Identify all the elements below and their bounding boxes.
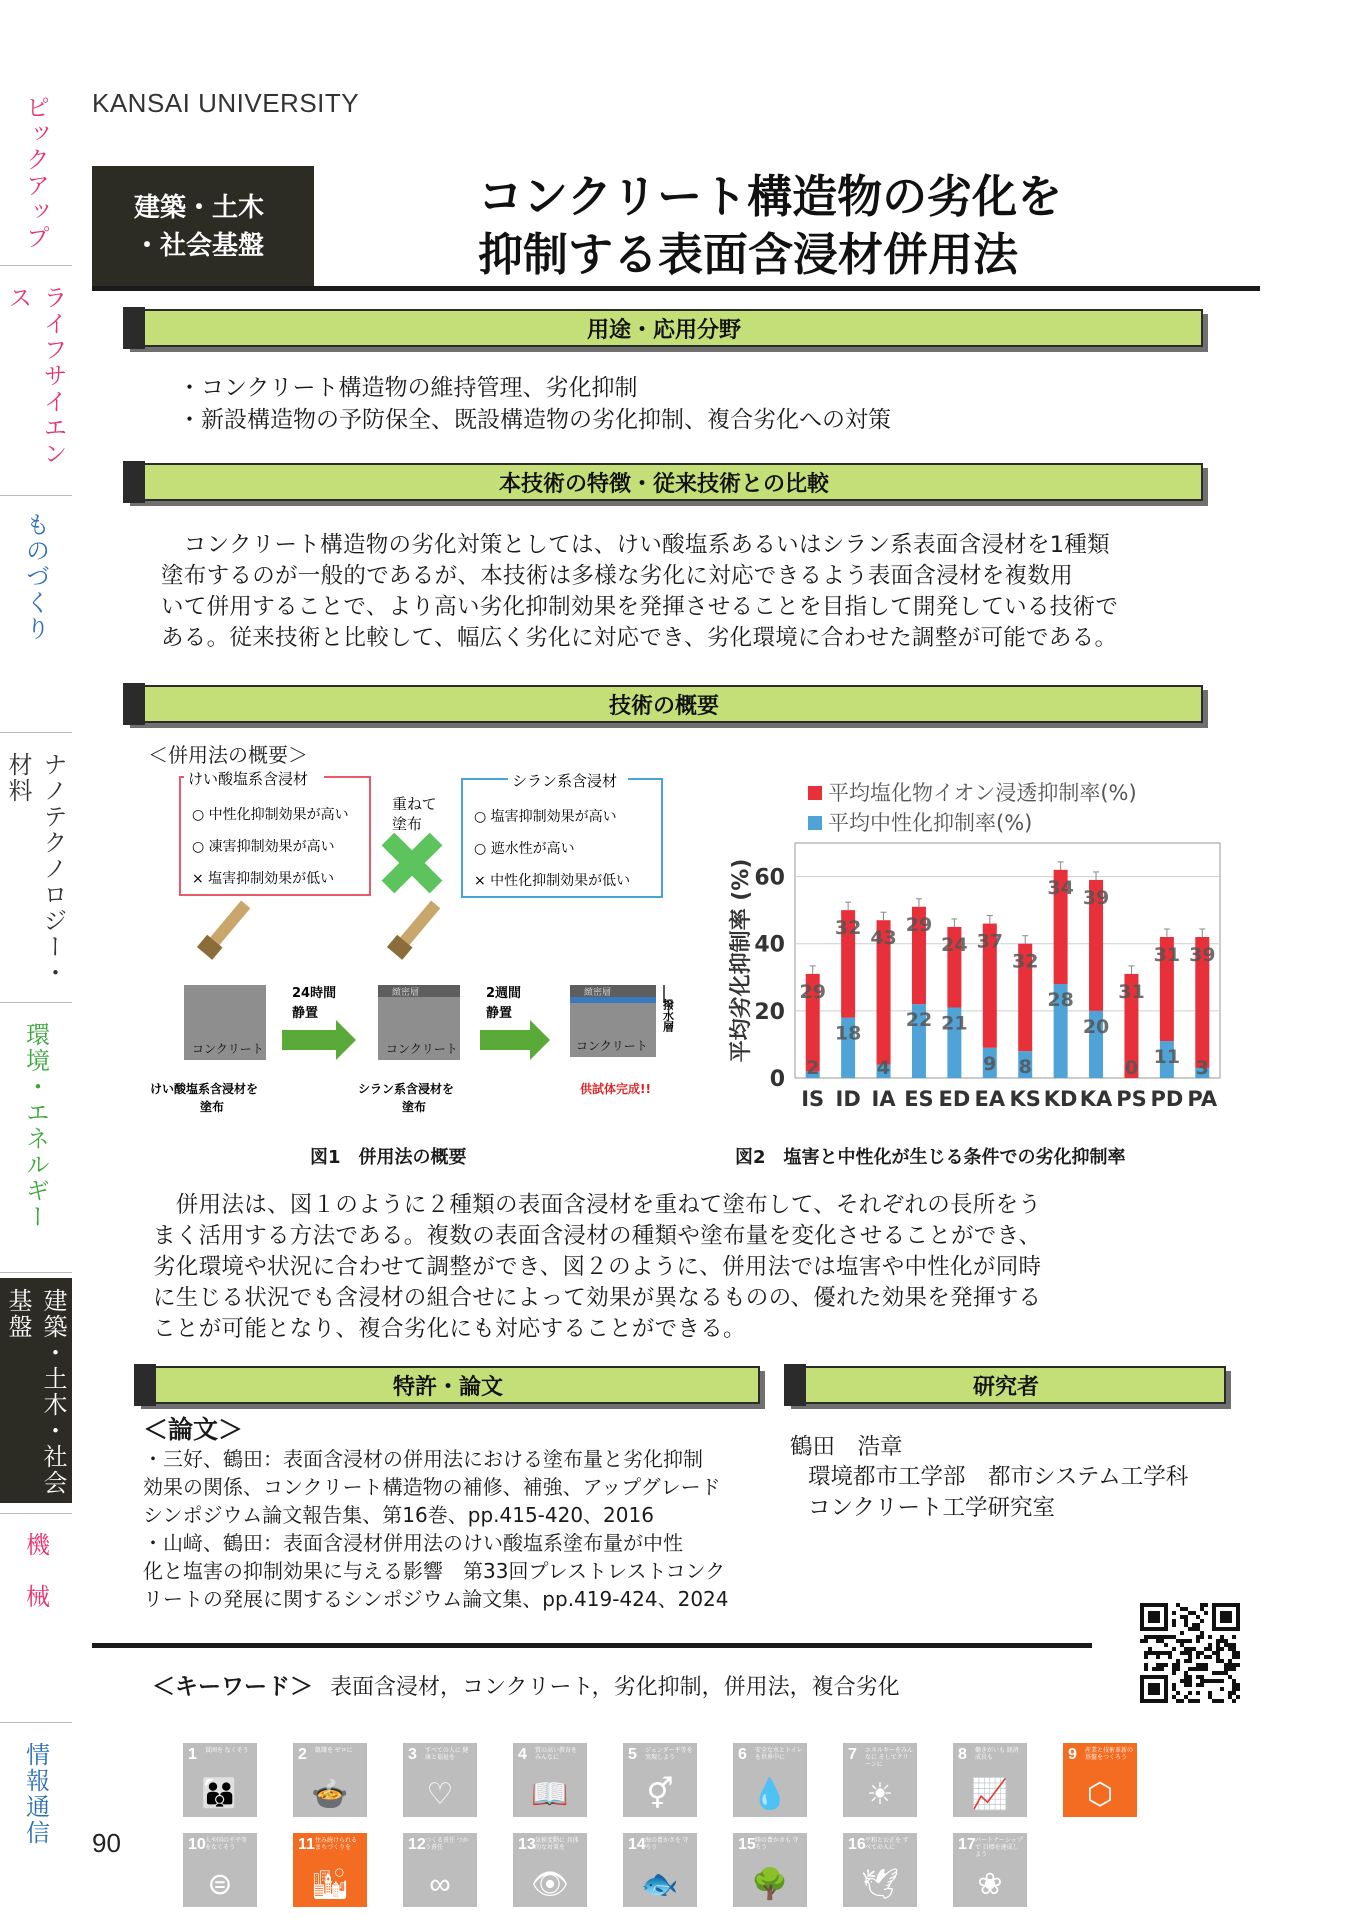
x-tick-label: ID — [835, 1087, 861, 1111]
arrow2-label-1: 2週間 — [486, 986, 522, 1001]
legend-swatch — [808, 816, 822, 830]
side-tab[interactable] — [0, 85, 72, 255]
data-label-neutralization: 9 — [983, 1052, 997, 1075]
silane-item: ○ 塩害抑制効果が高い — [474, 809, 617, 825]
keywords — [152, 1668, 900, 1701]
paragraph-line: に生じる状況でも含浸材の組合せによって効果が異なるものの、優れた効果を発揮する — [153, 1285, 1042, 1311]
section-heading-usage: 用途・応用分野 — [586, 317, 741, 343]
sdg-goal-8 — [953, 1743, 1027, 1817]
side-tab-divider — [0, 1722, 72, 1723]
data-label-neutralization: 8 — [1018, 1056, 1032, 1079]
sdg-goal-icon: ❀ — [977, 1868, 1003, 1901]
step1-caption-2: 塗布 — [200, 1100, 225, 1114]
keyword-divider — [92, 1643, 1092, 1648]
sdg-goal-12 — [403, 1833, 477, 1907]
section-heading-overview: 技術の概要 — [608, 693, 719, 719]
section-heading-patents: 特許・論文 — [392, 1374, 503, 1400]
step2-caption-1: シラン系含浸材を — [358, 1082, 455, 1096]
brush-icon — [387, 898, 443, 960]
silicate-item: ○ 凍害抑制効果が高い — [192, 839, 335, 855]
sdg-title: パートナーシップで 目標を達成しよう — [975, 1838, 1023, 1858]
sdg-number: 16 — [848, 1836, 866, 1853]
sdg-number: 5 — [628, 1746, 637, 1763]
sdg-number: 15 — [738, 1836, 756, 1853]
sdg-icons — [183, 1743, 1143, 1908]
brush-icon — [197, 898, 253, 960]
silane-item: ○ 遮水性が高い — [474, 841, 575, 857]
sdg-number: 17 — [958, 1836, 976, 1853]
figure-1 — [140, 735, 680, 1135]
x-tick-label: ES — [904, 1087, 934, 1111]
data-label-chloride: 29 — [799, 980, 826, 1003]
data-label-neutralization: 2 — [806, 1057, 820, 1079]
data-label-neutralization: 3 — [1195, 1057, 1209, 1079]
category-line-1: 建築・土木 — [134, 193, 265, 223]
usage-list — [178, 372, 891, 436]
paper-line: リートの発展に関するシンポジウム論文集、pp.419-424、2024 — [143, 1587, 729, 1611]
silane-box-title: シラン系含浸材 — [512, 772, 618, 790]
side-tab[interactable] — [0, 1012, 72, 1262]
paragraph-line: 劣化環境や状況に合わせて調整ができ、図２のように、併用法では塩害や中性化が同時 — [153, 1254, 1042, 1280]
x-tick-label: EA — [974, 1087, 1006, 1111]
list-item: ・コンクリート構造物の維持管理、劣化抑制 — [178, 375, 638, 401]
sdg-goal-4 — [513, 1743, 587, 1817]
side-tab-divider — [0, 732, 72, 733]
water-repellent-layer — [570, 997, 656, 1003]
paper-line: ・三好、鶴田：表面含浸材の併用法における塗布量と劣化抑制 — [143, 1447, 703, 1471]
sdg-title: 住み続けられる まちづくりを — [315, 1838, 358, 1851]
features-paragraph — [161, 530, 1118, 654]
data-label-chloride: 31 — [1153, 944, 1181, 966]
paper-line: シンポジウム論文報告集、第16巻、pp.415-420、2016 — [143, 1503, 654, 1527]
legend-label: 平均塩化物イオン浸透抑制率(%) — [828, 781, 1137, 805]
concrete-label: コンクリート — [192, 1042, 264, 1056]
sdg-goal-icon: ⬡ — [1086, 1778, 1114, 1811]
side-tab-label: ナノテクノロジー・材料 — [4, 752, 67, 986]
keywords-text: 表面含浸材，コンクリート，劣化抑制，併用法，複合劣化 — [330, 1675, 900, 1700]
sdg-goal-icon: 🐟 — [641, 1868, 679, 1901]
section-bar-researcher — [786, 1366, 1226, 1404]
sdg-number: 8 — [958, 1746, 967, 1763]
dense-layer-label: 緻密層 — [392, 988, 420, 998]
side-tab-label: ピックアップ — [21, 95, 50, 251]
data-label-chloride: 39 — [1189, 944, 1216, 966]
x-tick-label: PD — [1150, 1087, 1184, 1111]
side-tab[interactable] — [0, 1278, 72, 1503]
silane-item: × 中性化抑制効果が低い — [474, 873, 631, 889]
side-tab[interactable] — [0, 502, 72, 722]
sdg-goal-5 — [623, 1743, 697, 1817]
section-bar-usage — [125, 309, 1203, 347]
data-label-chloride: 32 — [834, 917, 862, 940]
x-tick-label: KD — [1043, 1087, 1078, 1111]
paragraph-line: まく活用する方法である。複数の表面含浸材の種類や塗布量を変化させることができ、 — [153, 1223, 1042, 1249]
arrow1-label-2: 静置 — [292, 1006, 319, 1021]
legend-swatch — [808, 786, 822, 800]
sdg-title: 質の高い教育を みんなに — [535, 1748, 578, 1761]
arrow-right-icon — [282, 1020, 356, 1060]
side-tab-label: ライフサイエンス — [4, 285, 67, 467]
side-tab-divider — [0, 495, 72, 496]
title-divider — [92, 286, 1260, 291]
sdg-goal-10 — [183, 1833, 257, 1907]
paragraph-line: ことが可能となり、複合劣化にも対応することができる。 — [153, 1316, 746, 1342]
sdg-number: 14 — [628, 1836, 646, 1853]
researcher-affiliation — [808, 1462, 1188, 1524]
paragraph-line: 併用法は、図１のように２種類の表面含浸材を重ねて塗布して、それぞれの長所をう — [153, 1192, 1042, 1218]
section-bar-patents — [136, 1366, 760, 1404]
x-tick-label: KS — [1009, 1087, 1041, 1111]
sdg-goal-icon: 👪 — [201, 1778, 239, 1811]
sdg-title: 安全な水とトイレ を世界中に — [755, 1748, 803, 1761]
concrete-label: コンクリート — [386, 1042, 458, 1056]
paper-line: 効果の関係、コンクリート構造物の補修、補強、アップグレード — [143, 1475, 721, 1499]
paragraph-line: コンクリート構造物の劣化対策としては、けい酸塩系あるいはシラン系表面含浸材を1種類 — [161, 532, 1110, 558]
dense-layer-label: 緻密層 — [584, 988, 612, 998]
side-tab[interactable] — [0, 1522, 72, 1712]
paragraph-line: ある。従来技術と比較して、幅広く劣化に対応でき、劣化環境に合わせた調整が可能である。 — [161, 625, 1118, 651]
y-axis-label: 平均劣化抑制率 (%) — [729, 858, 754, 1063]
qr-code[interactable] — [1140, 1603, 1240, 1703]
sdg-title: 平和と公正を すべての人に — [865, 1838, 909, 1851]
sdg-goal-13 — [513, 1833, 587, 1907]
paper-line: ・山﨑、鶴田：表面含浸材併用法のけい酸塩系塗布量が中性 — [143, 1531, 683, 1555]
sdg-number: 10 — [188, 1836, 206, 1853]
sdg-goal-11 — [293, 1833, 367, 1907]
sdg-number: 4 — [518, 1746, 527, 1763]
y-tick-label: 0 — [769, 1067, 785, 1092]
overlay-label-2: 塗布 — [392, 815, 423, 833]
category-line-2: ・社会基盤 — [134, 231, 265, 261]
data-label-chloride: 31 — [1118, 980, 1145, 1003]
sdg-title: 産業と技術革新の 基盤をつくろう — [1085, 1748, 1134, 1761]
figure-2-chart — [700, 768, 1240, 1123]
step1-caption-1: けい酸塩系含浸材を — [150, 1082, 259, 1096]
side-tab[interactable] — [0, 742, 72, 992]
side-tab[interactable] — [0, 275, 72, 485]
data-label-neutralization: 0 — [1124, 1057, 1139, 1079]
side-tab-label: 機 械 — [21, 1532, 50, 1610]
silicate-box-title: けい酸塩系含浸材 — [188, 770, 309, 788]
brand-name: KANSAI UNIVERSITY — [92, 88, 360, 118]
section-bar-overview — [125, 685, 1203, 723]
data-label-neutralization: 22 — [905, 1009, 933, 1032]
sdg-title: 気候変動に 具体的な対策を — [535, 1838, 579, 1851]
data-label-chloride: 32 — [1011, 950, 1039, 973]
figure-1-diagram — [140, 735, 680, 1135]
y-tick-label: 20 — [754, 999, 785, 1025]
data-label-chloride: 39 — [1082, 886, 1110, 909]
sdg-title: すべての人に 健康と福祉を — [425, 1748, 469, 1761]
silicate-item: × 塩害抑制効果が低い — [192, 871, 335, 887]
sdg-goal-icon: 👁 — [530, 1868, 570, 1901]
sdg-goal-6 — [733, 1743, 807, 1817]
sdg-goal-icon: ⚥ — [646, 1778, 674, 1811]
sdg-title: 人や国の不平等 をなくそう — [205, 1838, 248, 1851]
category-box — [92, 166, 314, 288]
water-repellent-label: 撥水層 — [661, 999, 675, 1032]
paper-line: 化と塩害の抑制効果に与える影響 第33回プレストレストコンク — [143, 1559, 726, 1583]
side-tab-label: ものづくり — [21, 512, 50, 642]
sdg-goal-9 — [1063, 1743, 1137, 1817]
page-number: 90 — [92, 1828, 121, 1858]
sdg-goal-17 — [953, 1833, 1027, 1907]
title-line-1: コンクリート構造物の劣化を — [478, 170, 1063, 223]
side-tab-label: 環境・エネルギー — [21, 1022, 50, 1230]
bar-chart — [700, 768, 1240, 1123]
side-tab-divider — [0, 1002, 72, 1003]
data-label-neutralization: 11 — [1153, 1046, 1181, 1069]
sdg-number: 2 — [298, 1746, 307, 1763]
sdg-title: 陸の豊かさも 守ろう — [755, 1838, 799, 1851]
side-tab-divider — [0, 265, 72, 266]
concrete-label: コンクリート — [576, 1039, 648, 1053]
x-tick-label: IS — [801, 1087, 825, 1111]
affiliation-line: コンクリート工学研究室 — [808, 1495, 1056, 1521]
sdg-goal-3 — [403, 1743, 477, 1817]
sdg-title: 海の豊かさを 守ろう — [645, 1838, 689, 1851]
sdg-number: 13 — [518, 1836, 536, 1853]
overlay-label-1: 重ねて — [392, 795, 437, 813]
data-label-neutralization: 21 — [941, 1012, 968, 1035]
side-tab-divider — [0, 1272, 72, 1273]
sdg-goal-15 — [733, 1833, 807, 1907]
step3-caption: 供試体完成!! — [580, 1082, 651, 1096]
data-label-chloride: 34 — [1047, 876, 1074, 899]
y-tick-label: 40 — [754, 932, 785, 958]
step2-caption-2: 塗布 — [402, 1100, 427, 1114]
sdg-goal-icon: 📈 — [971, 1778, 1009, 1811]
sdg-goal-icon: ♡ — [426, 1778, 454, 1811]
sdg-title: 働きがいも 経済成長も — [975, 1748, 1019, 1761]
sdg-number: 1 — [188, 1746, 197, 1763]
data-label-chloride: 29 — [905, 913, 933, 936]
data-label-neutralization: 4 — [876, 1057, 891, 1079]
sdg-title: エネルギーをみんなに そしてクリーンに — [865, 1748, 914, 1768]
sdg-goal-1 — [183, 1743, 257, 1817]
sdg-number: 9 — [1068, 1746, 1077, 1763]
page-title — [478, 168, 1062, 284]
legend-label: 平均中性化抑制率(%) — [828, 811, 1033, 835]
side-tab[interactable] — [0, 1732, 72, 1920]
sdg-goal-7 — [843, 1743, 917, 1817]
sdg-title: つくる責任 つかう責任 — [425, 1838, 469, 1851]
section-bar-features — [125, 463, 1203, 501]
section-heading-researcher: 研究者 — [972, 1374, 1039, 1400]
affiliation-line: 環境都市工学部 都市システム工学科 — [808, 1464, 1189, 1490]
sdg-number: 7 — [848, 1746, 857, 1763]
sdg-goal-icon: 🍲 — [311, 1778, 349, 1811]
sdg-goal-icon: 💧 — [751, 1778, 789, 1811]
papers-subheading: ＜論文＞ — [143, 1415, 244, 1444]
silicate-item: ○ 中性化抑制効果が高い — [192, 807, 349, 823]
sdg-goal-2 — [293, 1743, 367, 1817]
y-tick-label: 60 — [754, 865, 785, 891]
overview-paragraph — [153, 1190, 1041, 1345]
sdg-goal-16 — [843, 1833, 917, 1907]
sdg-goal-icon: 🌳 — [751, 1868, 789, 1901]
x-tick-label: IA — [871, 1087, 896, 1111]
x-tick-label: PS — [1116, 1087, 1147, 1111]
sdg-goal-14 — [623, 1833, 697, 1907]
x-tick-label: KA — [1079, 1087, 1113, 1111]
sdg-title: ジェンダー平等を 実現しよう — [645, 1748, 693, 1761]
side-tab-label: 情報通信 — [21, 1742, 50, 1846]
sdg-number: 11 — [298, 1836, 315, 1853]
list-item: ・新設構造物の予防保全、既設構造物の劣化抑制、複合劣化への対策 — [178, 407, 891, 433]
sdg-number: 3 — [408, 1746, 417, 1763]
figure-1-heading: ＜併用法の概要＞ — [148, 743, 308, 767]
sdg-goal-icon: 🏙 — [310, 1868, 350, 1901]
sdg-title: 貧困を なくそう — [205, 1748, 249, 1754]
arrow-right-icon — [480, 1020, 550, 1060]
sdg-goal-icon: 📖 — [531, 1778, 569, 1811]
papers-list — [143, 1445, 768, 1613]
arrow1-label-1: 24時間 — [292, 986, 337, 1001]
sdg-goal-icon: ⊜ — [207, 1868, 233, 1901]
dense-layer — [570, 985, 656, 997]
keywords-label: ＜キーワード＞ — [152, 1674, 313, 1700]
data-label-neutralization: 18 — [834, 1022, 862, 1045]
arrow2-label-2: 静置 — [486, 1006, 513, 1021]
data-label-chloride: 24 — [941, 933, 968, 956]
sdg-goal-icon: ∞ — [429, 1868, 451, 1901]
section-heading-features: 本技術の特徴・従来技術との比較 — [498, 471, 829, 497]
x-tick-label: PA — [1187, 1087, 1218, 1111]
data-label-neutralization: 28 — [1047, 989, 1074, 1011]
sdg-goal-icon: 🕊 — [860, 1868, 900, 1901]
researcher-name: 鶴田 浩章 — [790, 1434, 903, 1460]
paragraph-line: 塗布するのが一般的であるが、本技術は多様な劣化に対応できるよう表面含浸材を複数用 — [161, 563, 1074, 589]
title-line-2: 抑制する表面含浸材併用法 — [478, 228, 1019, 281]
paragraph-line: いて併用することで、より高い劣化抑制効果を発揮させることを目指して開発している技術で — [161, 594, 1119, 620]
sdg-goal-icon: ☀ — [866, 1778, 894, 1811]
side-tab-label: 建築・土木・社会基盤 — [4, 1288, 67, 1496]
cross-icon — [382, 833, 443, 894]
data-label-neutralization: 20 — [1082, 1015, 1110, 1038]
sdg-title: 飢餓を ゼロに — [315, 1748, 353, 1754]
figure-2-caption: 図2 塩害と中性化が生じる条件での劣化抑制率 — [735, 1147, 1126, 1168]
sdg-number: 6 — [738, 1746, 747, 1763]
side-tab-divider — [0, 1513, 72, 1514]
data-label-chloride: 37 — [976, 930, 1004, 953]
x-tick-label: ED — [938, 1087, 971, 1111]
data-label-chloride: 43 — [870, 927, 897, 950]
sdg-number: 12 — [408, 1836, 426, 1853]
figure-1-caption: 図1 併用法の概要 — [310, 1147, 467, 1168]
